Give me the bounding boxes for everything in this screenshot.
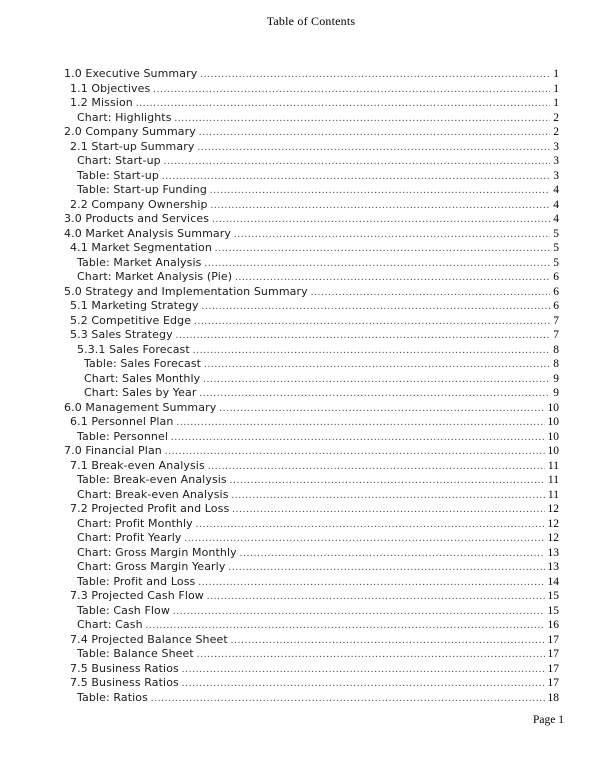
- toc-entry[interactable]: [64, 531, 559, 546]
- toc-entry-label: Chart: Profit Yearly: [77, 531, 182, 544]
- toc-entry[interactable]: [64, 415, 559, 430]
- toc-page-number: 13: [547, 546, 559, 559]
- toc-page-number: 5: [553, 256, 559, 269]
- toc-entry[interactable]: [64, 676, 559, 691]
- toc-entry-label: 7.3 Projected Cash Flow: [70, 589, 204, 602]
- toc-entry[interactable]: [64, 212, 559, 227]
- toc-entry-label: 1.2 Mission: [70, 96, 133, 109]
- toc-page-number: 16: [547, 619, 559, 631]
- toc-page-number: 4: [553, 184, 559, 196]
- toc-page-number: 8: [553, 358, 559, 370]
- toc-dot-leader: [151, 692, 545, 707]
- toc-dot-leader: [199, 387, 550, 402]
- toc-page-number: 11: [547, 459, 559, 472]
- toc-dot-leader: [212, 213, 550, 228]
- toc-entry[interactable]: [64, 647, 559, 662]
- toc-entry-label: 2.2 Company Ownership: [70, 197, 208, 211]
- toc-page-number: 18: [547, 691, 559, 704]
- toc-dot-leader: [175, 112, 551, 127]
- toc-entry-label: Chart: Sales by Year: [84, 386, 197, 399]
- toc-dot-leader: [184, 532, 544, 547]
- toc-entry-label: Chart: Gross Margin Monthly: [77, 545, 237, 559]
- toc-entry[interactable]: [64, 140, 559, 155]
- toc-page-number: 5: [553, 227, 559, 240]
- toc-dot-leader: [228, 561, 544, 576]
- toc-dot-leader: [230, 474, 545, 489]
- toc-dot-leader: [197, 648, 545, 663]
- toc-entry[interactable]: [64, 372, 559, 387]
- toc-dot-leader: [235, 271, 550, 286]
- toc-list: [64, 67, 559, 705]
- toc-entry[interactable]: [64, 82, 559, 97]
- toc-entry[interactable]: [64, 618, 559, 633]
- toc-entry[interactable]: [64, 241, 559, 256]
- toc-entry-label: 4.0 Market Analysis Summary: [64, 226, 231, 240]
- toc-page-number: 17: [547, 677, 559, 689]
- toc-entry[interactable]: [64, 198, 559, 213]
- toc-entry-label: Chart: Start-up: [77, 154, 161, 167]
- toc-dot-leader: [197, 141, 550, 156]
- toc-page-number: 10: [547, 416, 559, 428]
- toc-dot-leader: [202, 300, 551, 315]
- toc-dot-leader: [232, 489, 545, 504]
- toc-entry[interactable]: [64, 67, 559, 82]
- toc-page-number: 6: [553, 300, 559, 312]
- toc-dot-leader: [231, 634, 545, 649]
- toc-entry[interactable]: [64, 256, 559, 271]
- toc-entry-label: 7.5 Business Ratios: [70, 661, 179, 675]
- toc-dot-leader: [240, 547, 545, 562]
- toc-entry-label: Chart: Gross Margin Yearly: [77, 560, 226, 573]
- toc-page-number: 10: [547, 401, 559, 414]
- toc-dot-leader: [194, 315, 550, 330]
- toc-page-number: 12: [547, 517, 559, 530]
- toc-entry[interactable]: [64, 633, 559, 648]
- toc-entry[interactable]: [64, 662, 559, 677]
- toc-page-number: 13: [547, 561, 559, 573]
- toc-entry[interactable]: [64, 502, 559, 517]
- toc-dot-leader: [176, 416, 544, 431]
- toc-entry[interactable]: [64, 154, 559, 169]
- toc-page-number: 6: [553, 285, 559, 298]
- toc-dot-leader: [162, 170, 550, 185]
- toc-dot-leader: [165, 445, 545, 460]
- toc-entry[interactable]: [64, 444, 559, 459]
- toc-entry-label: Chart: Profit Monthly: [77, 516, 193, 530]
- toc-entry[interactable]: [64, 459, 559, 474]
- toc-dot-leader: [211, 199, 551, 214]
- toc-entry[interactable]: [64, 227, 559, 242]
- toc-entry-label: Chart: Market Analysis (Pie): [77, 270, 233, 283]
- toc-page-number: 2: [553, 126, 559, 138]
- toc-entry[interactable]: [64, 430, 559, 445]
- toc-entry[interactable]: [64, 589, 559, 604]
- toc-entry-label: 7.1 Break-even Analysis: [70, 458, 205, 472]
- toc-entry-label: Table: Personnel: [77, 429, 169, 443]
- toc-page-number: 11: [547, 488, 559, 501]
- toc-entry-label: 2.0 Company Summary: [64, 125, 196, 138]
- toc-entry-label: Chart: Cash: [77, 618, 143, 631]
- page-number-footer: Page 1: [533, 714, 564, 726]
- toc-entry-label: Table: Start-up Funding: [77, 183, 207, 196]
- toc-page-number: 10: [547, 445, 559, 457]
- toc-entry-label: 5.3 Sales Strategy: [70, 328, 173, 341]
- toc-page-number: 11: [547, 474, 559, 486]
- toc-entry[interactable]: [64, 488, 559, 503]
- toc-dot-leader: [200, 68, 550, 83]
- toc-entry[interactable]: [64, 343, 559, 358]
- toc-entry-label: 7.5 Business Ratios: [70, 676, 179, 689]
- toc-dot-leader: [311, 286, 551, 301]
- toc-entry-label: 7.4 Projected Balance Sheet: [70, 632, 228, 646]
- toc-page-number: 9: [553, 372, 559, 385]
- toc-entry-label: 5.3.1 Sales Forecast: [77, 342, 190, 356]
- toc-page-number: 3: [553, 169, 559, 182]
- toc-entry[interactable]: [64, 357, 559, 372]
- toc-page-number: 10: [547, 430, 559, 443]
- toc-dot-leader: [219, 402, 544, 417]
- toc-entry[interactable]: [64, 314, 559, 329]
- toc-dot-leader: [182, 677, 545, 692]
- toc-entry-label: 5.1 Marketing Strategy: [70, 299, 199, 312]
- toc-page-number: 1: [553, 68, 559, 80]
- toc-page-number: 15: [547, 590, 559, 602]
- toc-entry-label: Table: Break-even Analysis: [77, 473, 227, 486]
- toc-entry-label: 4.1 Market Segmentation: [70, 241, 212, 254]
- toc-page-number: 5: [553, 242, 559, 254]
- toc-dot-leader: [207, 590, 545, 605]
- toc-entry-label: Table: Ratios: [77, 690, 148, 704]
- toc-entry-label: 7.2 Projected Profit and Loss: [70, 502, 230, 515]
- toc-entry[interactable]: [64, 328, 559, 343]
- toc-entry[interactable]: [64, 473, 559, 488]
- toc-entry-label: Chart: Highlights: [77, 110, 172, 124]
- toc-entry[interactable]: [64, 517, 559, 532]
- toc-entry-label: 6.1 Personnel Plan: [70, 415, 174, 428]
- toc-dot-leader: [232, 503, 544, 518]
- toc-entry[interactable]: [64, 604, 559, 619]
- toc-page-number: 4: [553, 213, 559, 225]
- toc-page-number: 15: [547, 604, 559, 617]
- toc-dot-leader: [193, 344, 550, 359]
- toc-entry[interactable]: [64, 169, 559, 184]
- toc-page-number: 17: [547, 648, 559, 660]
- toc-entry-label: 3.0 Products and Services: [64, 212, 210, 225]
- toc-dot-leader: [234, 228, 550, 243]
- toc-dot-leader: [153, 83, 550, 98]
- toc-page-number: 12: [547, 532, 559, 544]
- toc-dot-leader: [198, 576, 544, 591]
- toc-entry-label: Table: Profit and Loss: [77, 574, 196, 588]
- toc-entry-label: Chart: Break-even Analysis: [77, 487, 229, 501]
- toc-dot-leader: [164, 155, 551, 170]
- toc-entry[interactable]: [64, 285, 559, 300]
- toc-page-number: 1: [553, 97, 559, 109]
- toc-dot-leader: [208, 460, 545, 475]
- toc-dot-leader: [173, 605, 545, 620]
- toc-entry[interactable]: [64, 546, 559, 561]
- toc-dot-leader: [215, 242, 550, 257]
- toc-dot-leader: [182, 663, 545, 678]
- toc-entry-label: 7.0 Financial Plan: [64, 444, 162, 457]
- toc-entry[interactable]: [64, 386, 559, 401]
- toc-entry[interactable]: [64, 401, 559, 416]
- document-title: Table of Contents: [266, 14, 356, 28]
- toc-dot-leader: [204, 358, 550, 373]
- toc-entry[interactable]: [64, 183, 559, 198]
- toc-entry[interactable]: [64, 270, 559, 285]
- toc-entry-label: Table: Market Analysis: [77, 255, 202, 269]
- toc-page-number: 2: [553, 111, 559, 124]
- toc-entry[interactable]: [64, 111, 559, 126]
- toc-entry-label: Chart: Sales Monthly: [84, 371, 201, 385]
- toc-page-number: 12: [547, 503, 559, 515]
- toc-page-number: 7: [553, 329, 559, 341]
- toc-entry-label: 6.0 Management Summary: [64, 400, 217, 414]
- toc-page-number: 3: [553, 155, 559, 167]
- toc-page-number: 7: [553, 314, 559, 327]
- toc-page-number: 1: [553, 82, 559, 95]
- toc-entry[interactable]: [64, 125, 559, 140]
- toc-page-number: 9: [553, 387, 559, 399]
- toc-dot-leader: [176, 329, 551, 344]
- toc-page-number: 17: [547, 633, 559, 646]
- toc-entry-label: 5.2 Competitive Edge: [70, 313, 192, 327]
- toc-dot-leader: [210, 184, 550, 199]
- toc-page-number: 4: [553, 198, 559, 211]
- toc-dot-leader: [136, 97, 550, 112]
- toc-entry-label: Table: Cash Flow: [77, 603, 170, 617]
- toc-page-number: 8: [553, 343, 559, 356]
- toc-entry[interactable]: [64, 575, 559, 590]
- toc-entry[interactable]: [64, 560, 559, 575]
- toc-page-number: 6: [553, 271, 559, 283]
- toc-entry-label: Table: Balance Sheet: [77, 647, 194, 660]
- toc-entry-label: 2.1 Start-up Summary: [70, 139, 195, 153]
- toc-dot-leader: [146, 619, 545, 634]
- toc-dot-leader: [171, 431, 544, 446]
- toc-entry[interactable]: [64, 691, 559, 706]
- toc-entry-label: 1.0 Executive Summary: [64, 67, 198, 80]
- toc-dot-leader: [199, 126, 550, 141]
- toc-dot-leader: [203, 373, 550, 388]
- toc-entry-label: Table: Start-up: [77, 168, 159, 182]
- toc-entry[interactable]: [64, 96, 559, 111]
- toc-page-number: 14: [547, 575, 559, 588]
- toc-entry-label: 1.1 Objectives: [70, 81, 151, 95]
- toc-entry-label: Table: Sales Forecast: [84, 357, 202, 370]
- toc-dot-leader: [204, 257, 550, 272]
- toc-entry[interactable]: [64, 299, 559, 314]
- toc-page-number: 3: [553, 140, 559, 153]
- toc-dot-leader: [196, 518, 545, 533]
- toc-page-number: 17: [547, 662, 559, 675]
- toc-entry-label: 5.0 Strategy and Implementation Summary: [64, 284, 308, 298]
